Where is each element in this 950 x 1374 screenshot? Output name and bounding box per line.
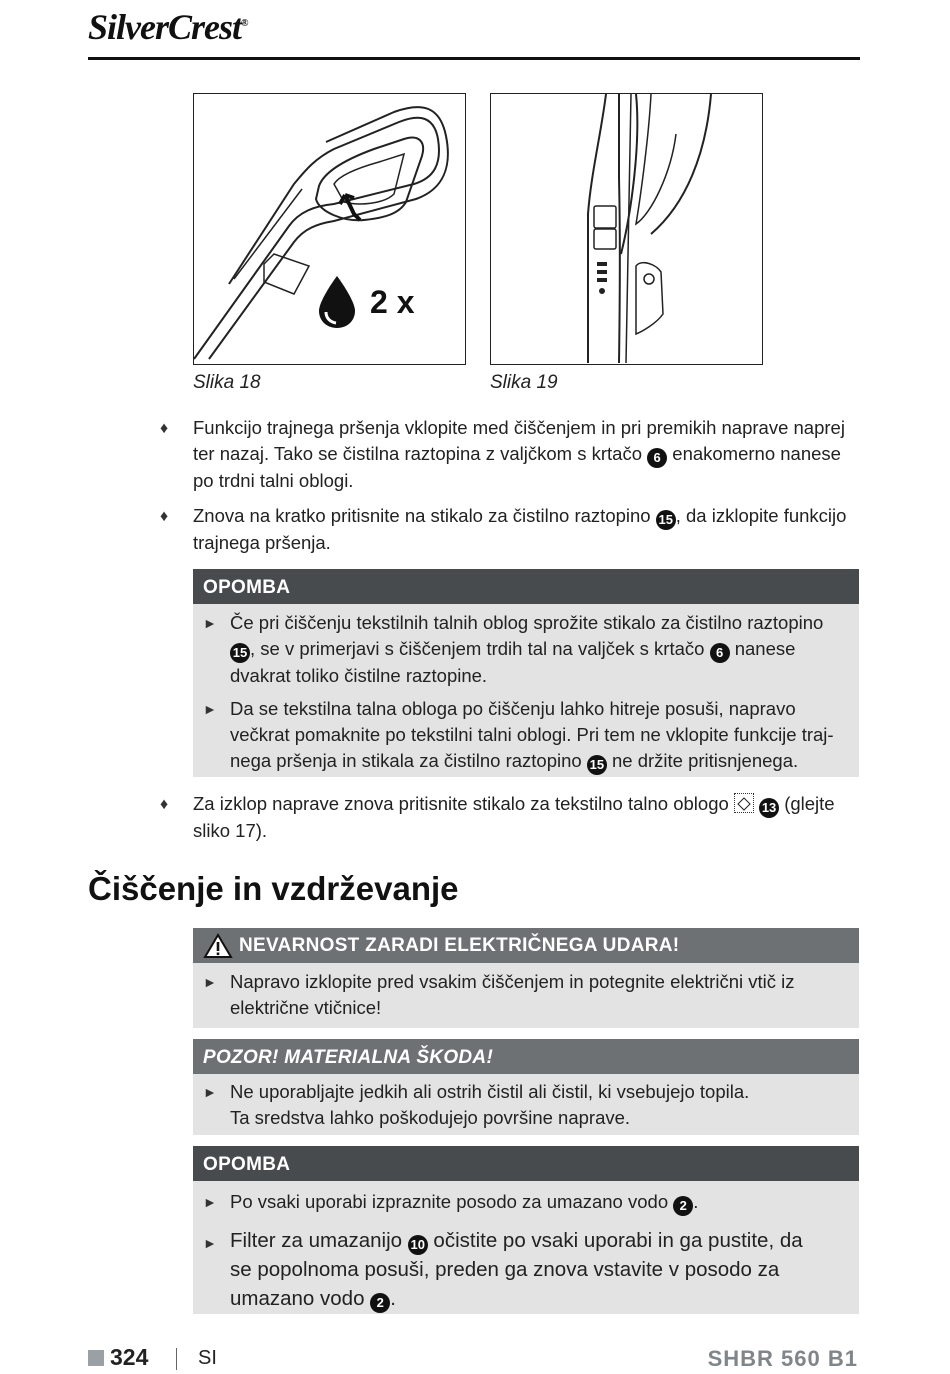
arrow-icon: ► [203,1235,217,1251]
note-box-2-title: OPOMBA [193,1146,859,1181]
textile-floor-icon [734,793,754,813]
note-item: ► Da se tekstilna talna obloga po čiščenju lahko hitreje posuši, napravo večkrat pomaknite po tekstilni talni oblogi. Pri tem ne vklopite funkcije traj-nega pršenja in stikala za čistilno raztopino 15 ne držite pritisnjenega. [193,696,859,775]
warning-icon [203,933,233,959]
caution-item: ► Ne uporabljajte jedkih ali ostrih čistil ali čistil, ki vsebujejo topila. Ta sredstva lahko poškodujejo površine naprave. [203,1081,750,1128]
bullet-switch-off-spray: Znova na kratko pritisnite na stikalo za čistilno raztopino 15 , da izklopite funkcijo trajnega pršenja. [193,505,847,553]
page-number: 324 [110,1344,149,1370]
bullet-diamond: ♦ [160,420,169,437]
note-box-2 [193,1146,859,1314]
note-item: ► Če pri čiščenju tekstilnih talnih oblog sprožite stikalo za čistilno raztopino 15 , se v primerjavi s čiščenjem trdih tal na valjček s krtačo 6 nanese dvakrat toliko čistilne raztopine. [203,612,824,686]
caution-box-title: POZOR! MATERIALNA ŠKODA! [193,1039,859,1074]
danger-item: ► Napravo izklopite pred vsakim čiščenjem in potegnite električni vtič iz električne vtičnice! [203,971,795,1018]
note-item: ► Filter za umazanijo 10 očistite po vsaki uporabi in ga pustite, da se popolnoma posuši, preden ga znova vstavite v posodo za umazano vodo 2 . [193,1226,859,1313]
model-number: SHBR 560 B1 [707,1346,858,1371]
water-drop-icon [316,274,358,330]
note-box-1-title: OPOMBA [193,569,859,604]
bullet-diamond: ♦ [160,796,169,813]
spray-count-label: 2 x [370,284,415,320]
header-rule [88,57,860,60]
arrow-icon: ► [203,974,217,990]
arrow-icon: ► [203,615,217,631]
figure-18 [193,93,466,365]
danger-box [193,928,859,1028]
device-side-illustration [491,94,761,363]
arrow-icon: ► [203,1084,217,1100]
note-box-1 [193,569,859,777]
section-title: Čiščenje in vzdrževanje [88,870,459,907]
arrow-icon: ► [203,701,217,717]
footer-divider [176,1348,177,1370]
note-item: ► Po vsaki uporabi izpraznite posodo za umazano vodo 2 . [193,1189,859,1216]
footer-square [88,1350,104,1366]
caution-box [193,1039,859,1135]
figure-18-caption: Slika 18 [193,372,261,393]
bullet-diamond: ♦ [160,508,169,525]
figure-19 [490,93,763,365]
brand-logo: SilverCrest® [88,7,248,47]
bullet-continuous-spray: Funkcijo trajnega pršenja vklopite med čiščenjem in pri premikih naprave naprej ter nazaj. Tako se čistilna raztopina z valjčkom s krtačo 6 enakomerno nanese po trdni talni oblogi. [193,417,845,491]
arrow-icon: ► [203,1194,217,1210]
bullet-switch-off-device: Za izklop naprave znova pritisnite stikalo za tekstilno talno oblogo 13 (glejte sliko 17). [193,793,835,841]
language-code: SI [198,1347,217,1369]
figure-19-caption: Slika 19 [490,372,558,393]
danger-box-title: NEVARNOST ZARADI ELEKTRIČNEGA UDARA! [193,928,859,963]
